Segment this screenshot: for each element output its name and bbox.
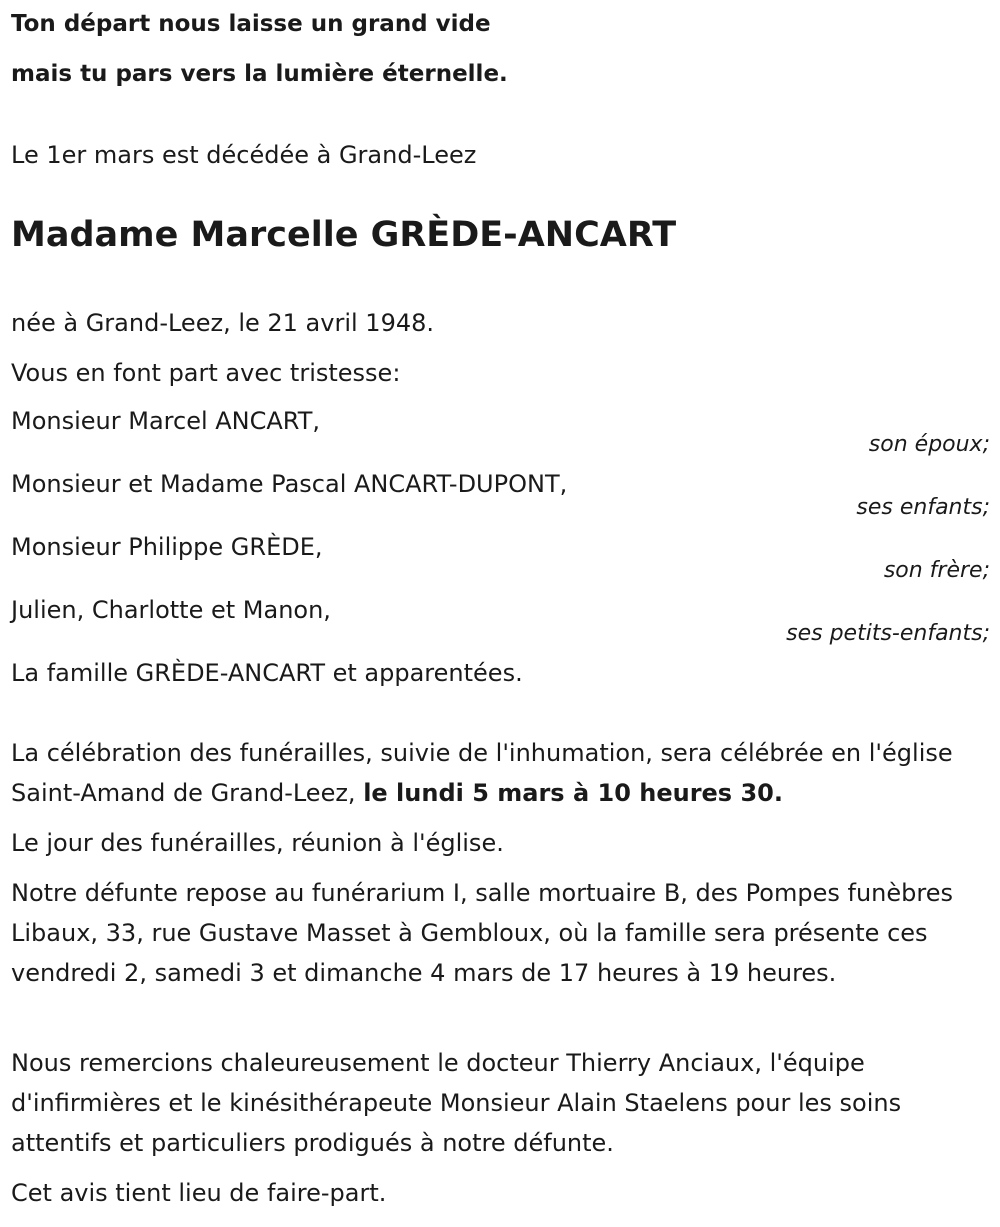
repose-paragraph: Notre défunte repose au funérarium I, salle mortuaire B, des Pompes funèbres Libaux, 33, rue Gustave Masset à Gembloux, où la famille sera présente ces vendredi 2, samedi 3 et dimanche 4 mars de 17 heures à 19 heures. [11,879,953,987]
family-member-relation: ses enfants; [856,495,990,520]
deceased-name: Madame Marcelle GRÈDE-ANCART [11,215,677,255]
celebration-paragraph [11,733,986,813]
family-member-name: Monsieur Philippe GRÈDE, [11,533,323,561]
quote-line-2: mais tu pars vers la lumière éternelle. [11,61,508,87]
closing-line: Cet avis tient lieu de faire-part. [11,1179,387,1207]
death-intro: Le 1er mars est décédée à Grand-Leez [11,141,477,169]
family-member-name: Monsieur et Madame Pascal ANCART-DUPONT, [11,470,568,498]
quote-line-1: Ton départ nous laisse un grand vide [11,11,491,37]
family-member-relation: son frère; [883,558,990,583]
family-member-relation: son époux; [868,432,990,457]
family-member [11,527,990,590]
family-member [11,401,990,464]
family-member [11,464,990,527]
reunion-paragraph: Le jour des funérailles, réunion à l'église. [11,829,504,857]
thanks-paragraph: Nous remercions chaleureusement le docteur Thierry Anciaux, l'équipe d'infirmières et le kinésithérapeute Monsieur Alain Staelens pour les soins attentifs et particuliers prodigués à notre défunte. [11,1049,902,1157]
family-member-name: Julien, Charlotte et Manon, [11,596,331,624]
family-member [11,590,990,653]
family-member-name: Monsieur Marcel ANCART, [11,407,321,435]
family-member-relation: ses petits-enfants; [786,621,990,646]
celebration-date: le lundi 5 mars à 10 heures 30. [363,779,783,807]
celebration-text: La célébration des funérailles, suivie de l'inhumation, sera célébrée en l'église Saint-Amand de Grand-Leez, [11,739,953,807]
family-line: La famille GRÈDE-ANCART et apparentées. [11,659,523,687]
birth-info: née à Grand-Leez, le 21 avril 1948. [11,309,434,337]
announcement-line: Vous en font part avec tristesse: [11,359,401,387]
